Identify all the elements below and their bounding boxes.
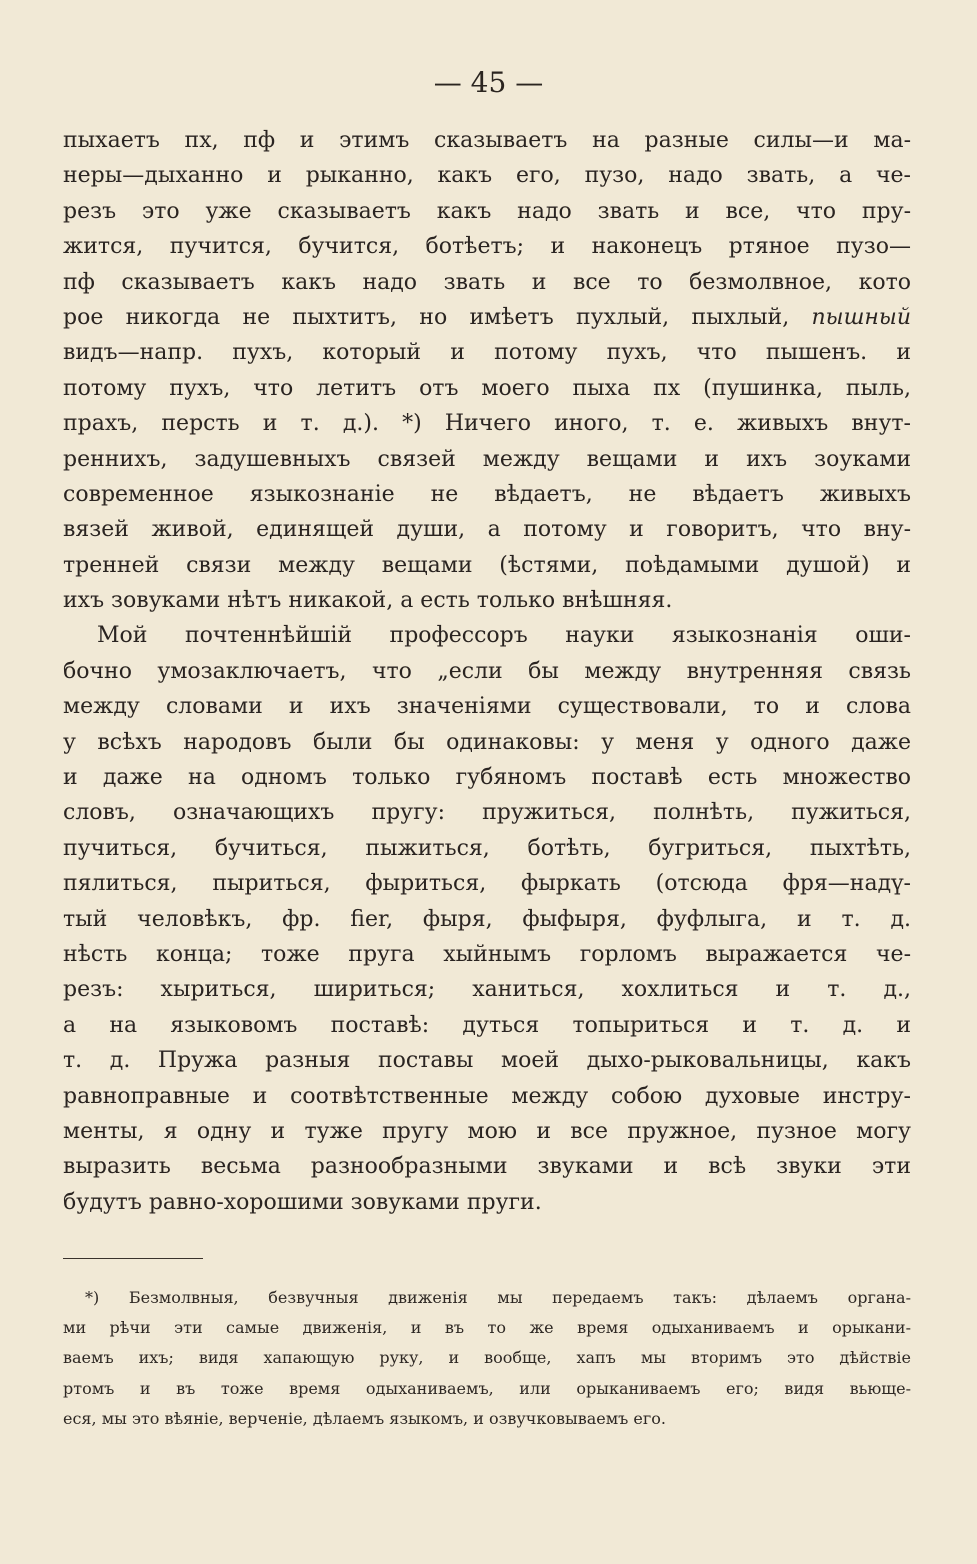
paragraph-2 <box>63 618 911 1220</box>
text-line: пучиться, бучиться, пыжиться, ботѣть, бугриться, пыхтѣть, <box>63 835 911 861</box>
text-line: бочно умозаключаетъ, что „если бы между внутренняя связь <box>63 658 911 684</box>
footnote-line: ваемъ ихъ; видя хапающую руку, и вообще, хапъ мы вторимъ это дѣйствіе <box>63 1348 911 1368</box>
text-line: тренней связи между вещами (ѣстями, поѣдамыми душой) и <box>63 552 911 578</box>
text-line: пыхаетъ пх, пф и этимъ сказываетъ на разные силы—и ма- <box>63 128 911 153</box>
page-number: — 45 — <box>433 66 544 99</box>
text-segment: рое никогда не пыхтитъ, но имѣетъ пухлый, пыхлый, <box>63 304 812 330</box>
footnote-line: ртомъ и въ тоже время одыханиваемъ, или орыканиваемъ его; видя вьюще- <box>63 1378 911 1398</box>
main-text <box>63 123 911 1220</box>
text-line: неры—дыханно и рыканно, какъ его, пузо, надо звать, а че- <box>63 163 911 189</box>
footnote-line: *) Безмолвныя, безвучныя движенія мы передаемъ такъ: дѣлаемъ органа- <box>85 1288 911 1307</box>
text-line: выразить весьма разнообразными звуками и всѣ звуки эти <box>63 1154 911 1180</box>
text-line: прахъ, персть и т. д.). *) Ничего иного, т. е. живыхъ внут- <box>63 411 911 437</box>
text-line: нѣсть конца; тоже пруга хыйнымъ горломъ выражается че- <box>63 941 911 967</box>
text-line: словъ, означающихъ пругу: пружиться, полнѣть, пужиться, <box>63 800 911 826</box>
italic-word: пышный <box>811 304 911 330</box>
footnote-line: ми рѣчи эти самые движенія, и въ то же время одыханиваемъ и орыкани- <box>63 1318 911 1338</box>
text-line: пялиться, пыриться, фыриться, фыркать (отсюда фря—надү- <box>63 871 911 897</box>
paragraph-1 <box>63 123 911 618</box>
text-line: т. д. Пружа разныя поставы моей дыхо-рыковальницы, какъ <box>63 1048 911 1074</box>
text-line: менты, я одну и туже пругу мою и все пружное, пузное могу <box>63 1118 911 1144</box>
footnote <box>63 1283 911 1434</box>
text-line: между словами и ихъ значеніями существовали, то и слова <box>63 694 911 720</box>
text-line: и даже на одномъ только губяномъ поставѣ есть множество <box>63 765 911 791</box>
text-line: будутъ равно-хорошими зовуками пруги. <box>63 1189 542 1215</box>
text-line: пф сказываетъ какъ надо звать и все то безмолвное, кото <box>63 269 911 295</box>
text-line: равноправные и соотвѣтственные между собою духовые инстру- <box>63 1083 911 1109</box>
text-line: жится, пучится, бучится, ботѣетъ; и наконецъ ртяное пузо— <box>63 234 911 260</box>
text-line: потому пухъ, что летитъ отъ моего пыха пх (пушинка, пыль, <box>63 375 911 401</box>
text-line: резъ: хыриться, шириться; ханиться, хохлиться и т. д., <box>63 977 911 1003</box>
text-line: резъ это уже сказываетъ какъ надо звать и все, что пру- <box>63 198 911 224</box>
footnote-line: еся, мы это вѣяніе, верченіе, дѣлаемъ языкомъ, и озвучковываемъ его. <box>63 1408 666 1428</box>
text-line: вязей живой, единящей души, а потому и говоритъ, что вну- <box>63 517 911 543</box>
text-line: у всѣхъ народовъ были бы одинаковы: у меня у одного даже <box>63 729 911 755</box>
text-line: Мой почтеннѣйшій профессоръ науки языкознанія оши- <box>97 623 911 649</box>
text-line: видъ—напр. пухъ, который и потому пухъ, что пышенъ. и <box>63 340 911 366</box>
text-line: современное языкознаніе не вѣдаетъ, не вѣдаетъ живыхъ <box>63 481 911 507</box>
text-line: а на языковомъ поставѣ: дуться топыриться и т. д. и <box>63 1012 911 1038</box>
text-line-with-italic <box>63 300 911 335</box>
text-line: тый человѣкъ, фр. fier, фыря, фыфыря, фуфлыга, и т. д. <box>63 906 911 932</box>
text-line: ихъ зовуками нѣтъ никакой, а есть только внѣшняя. <box>63 588 673 614</box>
footnote-separator <box>63 1258 203 1259</box>
text-line: реннихъ, задушевныхъ связей между вещами и ихъ зоуками <box>63 446 911 472</box>
